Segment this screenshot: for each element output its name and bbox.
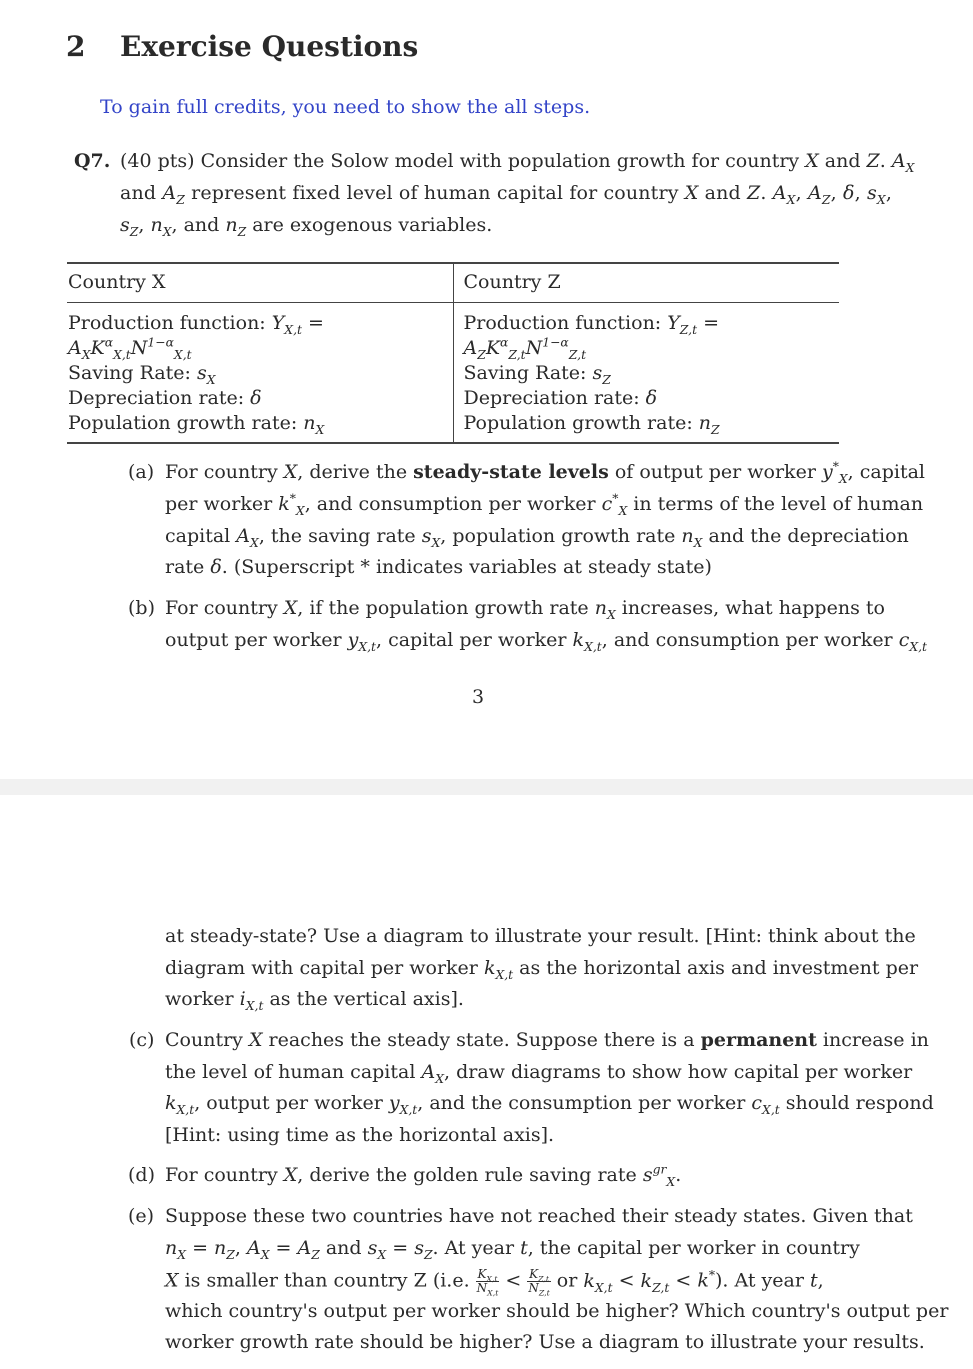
part-c-line-2: the level of human capital $A_X$, draw diagrams to show how capital per worker — [165, 1061, 913, 1086]
part-d-label: (d) — [128, 1164, 155, 1186]
part-e-line-2: $n_X = n_Z$, $A_X = A_Z$ and $s_X = s_Z$. At year t, the capital per worker in country — [165, 1237, 860, 1262]
part-e-line-4: which country's output per worker should be higher? Which country's output per — [165, 1300, 949, 1322]
part-b-line-3: at steady-state? Use a diagram to illustrate your result. [Hint: think about the — [165, 925, 916, 947]
fraction-kx-nx: $\frac{K_{X,t}}{N_{X,t}}$ — [476, 1267, 499, 1298]
part-e-label: (e) — [128, 1205, 155, 1227]
fraction-kz-nz: $\frac{K_{Z,t}}{N_{Z,t}}$ — [528, 1267, 550, 1298]
part-b-line-2: output per worker $y_{X,t}$, capital per worker $k_{X,t}$, and consumption per worker $c_{X,t}$ — [165, 629, 928, 654]
part-c-line-3: $k_{X,t}$, output per worker $y_{X,t}$, and the consumption per worker $c_{X,t}$ should respond — [165, 1092, 934, 1117]
part-b-line-4: diagram with capital per worker $k_{X,t}$ as the horizontal axis and investment per — [165, 957, 919, 982]
part-a-line-3: capital $A_X$, the saving rate $s_X$, population growth rate $n_X$ and the depreciation — [165, 525, 909, 550]
part-a-line-2: per worker $k^*_X$, and consumption per worker $c^*_X$ in terms of the level of human — [165, 491, 924, 518]
country-x-saving: Saving Rate: $s_X$ — [68, 362, 216, 387]
question-label: Q7. — [74, 150, 111, 172]
part-b-line-5: worker $i_{X,t}$ as the vertical axis]. — [165, 988, 464, 1013]
part-e-line-3: X is smaller than country Z (i.e. $\frac{K_{X,t}}{N_{X,t}}$ < $\frac{K_{Z,t}}{N_{Z,t}}$ or $k_{X,t} < k_{Z,t} < k^*$). At year t, — [165, 1267, 824, 1298]
country-comparison-table — [67, 262, 839, 444]
part-d-line-1: For country X, derive the golden rule saving rate $s^{gr}_X$. — [165, 1162, 682, 1189]
header-country-z: Country Z — [453, 263, 839, 303]
question-intro-line-3: $s_Z$, $n_X$, and $n_Z$ are exogenous variables. — [120, 214, 493, 239]
part-e-line-1: Suppose these two countries have not reached their steady states. Given that — [165, 1205, 913, 1227]
part-a-line-4: rate δ. (Superscript * indicates variables at steady state) — [165, 556, 712, 578]
country-z-details — [453, 303, 839, 444]
part-c-line-1: Country X reaches the steady state. Suppose there is a permanent increase in — [165, 1029, 929, 1051]
country-z-depreciation: Depreciation rate: δ — [463, 387, 658, 409]
country-x-details — [67, 303, 453, 444]
page-2 — [0, 795, 973, 1369]
page-separator — [0, 779, 973, 795]
part-a-line-1: For country X, derive the steady-state levels of output per worker $y^*_X$, capital — [165, 459, 925, 486]
part-b-line-1: For country X, if the population growth rate $n_X$ increases, what happens to — [165, 597, 885, 622]
part-e-line-5: worker growth rate should be higher? Use a diagram to illustrate your results. — [165, 1331, 925, 1353]
section-number: 2 — [66, 30, 86, 63]
country-x-population: Population growth rate: $n_X$ — [68, 412, 325, 437]
part-c-line-4: [Hint: using time as the horizontal axis]. — [165, 1124, 555, 1146]
header-country-x: Country X — [67, 263, 453, 303]
country-x-depreciation: Depreciation rate: δ — [68, 387, 262, 409]
section-title: Exercise Questions — [120, 30, 419, 63]
country-z-saving: Saving Rate: $s_Z$ — [463, 362, 611, 387]
part-a-label: (a) — [128, 461, 155, 483]
part-c-label: (c) — [129, 1029, 155, 1051]
country-x-production: Production function: $Y_{X,t} = A_XK^\alpha_{X,t}N^{1-\alpha}_{X,t}$ — [68, 312, 324, 362]
instruction-note: To gain full credits, you need to show the all steps. — [100, 96, 591, 118]
country-z-production: Production function: $Y_{Z,t} = A_ZK^\alpha_{Z,t}N^{1-\alpha}_{Z,t}$ — [463, 312, 720, 362]
page-number: 3 — [472, 686, 485, 708]
part-b-label: (b) — [128, 597, 155, 619]
question-intro-line-1: (40 pts) Consider the Solow model with population growth for country X and Z. $A_X$ — [120, 150, 915, 175]
question-intro-line-2: and $A_Z$ represent fixed level of human capital for country X and Z. $A_X$, $A_Z$, δ, $s_X$, — [120, 182, 893, 207]
country-z-population: Population growth rate: $n_Z$ — [463, 412, 720, 437]
